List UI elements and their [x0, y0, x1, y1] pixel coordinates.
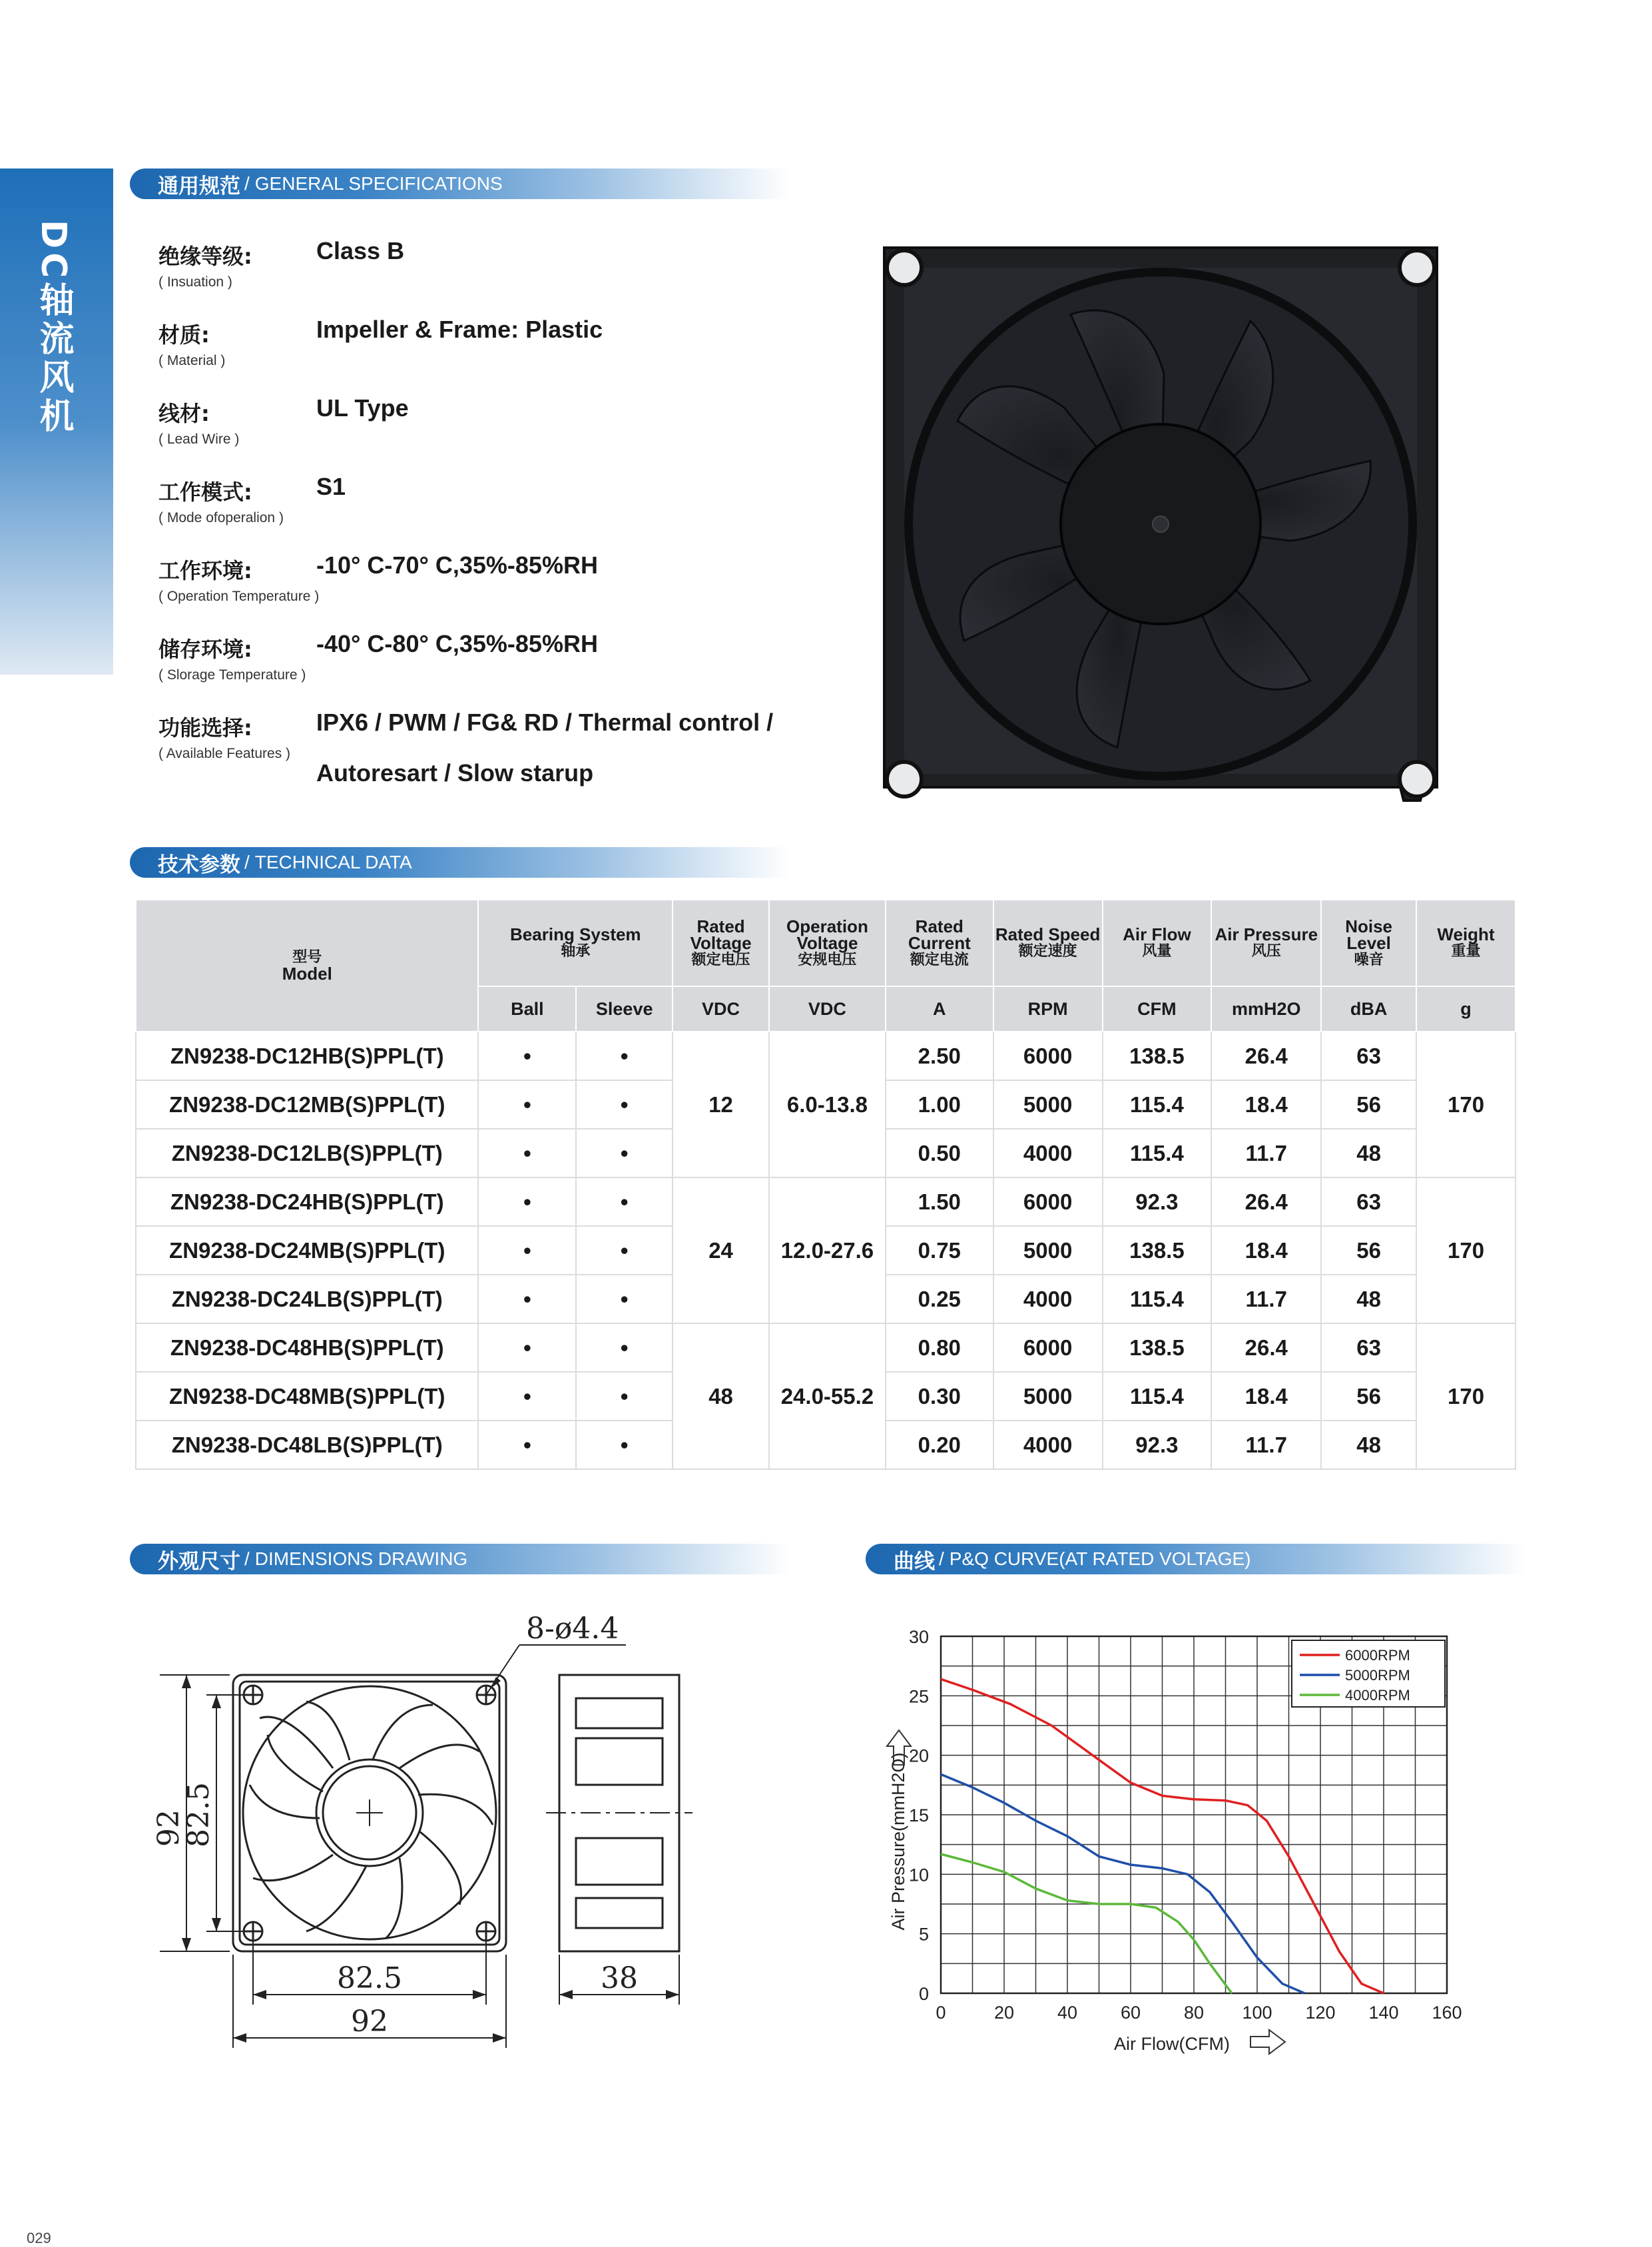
noise-cell: 63 [1321, 1323, 1416, 1372]
spec-label: 工作环境: [158, 558, 252, 583]
spec-value: IPX6 / PWM / FG& RD / Thermal control / [316, 709, 774, 736]
current-cell: 1.00 [886, 1080, 993, 1129]
column-header [993, 900, 1103, 986]
pressure-cell: 11.7 [1211, 1129, 1321, 1177]
ball-cell: • [478, 1129, 576, 1177]
airflow-cell: 115.4 [1103, 1372, 1212, 1421]
ball-cell: • [478, 1177, 576, 1226]
section-title-cn: 外观尺寸 [158, 1549, 240, 1574]
airflow-cell: 92.3 [1103, 1421, 1212, 1469]
x-tick-label: 0 [936, 2003, 946, 2023]
model-cell: ZN9238-DC24HB(S)PPL(T) [136, 1177, 478, 1226]
spec-label: 储存环境: [158, 637, 252, 662]
x-tick-label: 160 [1432, 2003, 1462, 2023]
spec-sublabel: ( Insuation ) [158, 274, 232, 290]
column-header-cn: 额定速度 [1018, 943, 1077, 960]
dimensions-drawing [120, 1605, 786, 2071]
spec-value: UL Type [316, 394, 409, 422]
weight-cell: 170 [1416, 1032, 1515, 1177]
unit-header: Ball [478, 986, 576, 1032]
technical-data-table [135, 899, 1516, 1470]
model-cell: ZN9238-DC24LB(S)PPL(T) [136, 1275, 478, 1323]
noise-cell: 48 [1321, 1129, 1416, 1177]
side-category-label: DC轴流风机 [33, 220, 73, 437]
column-header-cn: 重量 [1451, 943, 1481, 960]
current-cell: 2.50 [886, 1032, 993, 1080]
y-tick-label: 0 [918, 1984, 929, 2004]
column-header-en: Rated Speed [995, 924, 1101, 944]
current-cell: 0.20 [886, 1421, 993, 1469]
y-tick-label: 15 [908, 1805, 929, 1825]
arrow-right-icon [1250, 2030, 1285, 2054]
section-title-cn: 技术参数 [158, 852, 240, 877]
pressure-cell: 18.4 [1211, 1372, 1321, 1421]
height-inner-dimension: 82.5 [182, 1782, 216, 1847]
spec-label: 工作模式: [158, 480, 252, 505]
spec-label-block [158, 476, 284, 526]
table-row [136, 1323, 1515, 1372]
spec-value-continued: Autoresart / Slow starup [316, 759, 594, 787]
spec-sublabel: ( Material ) [158, 353, 226, 368]
current-cell: 1.50 [886, 1177, 993, 1226]
unit-header: mmH2O [1211, 986, 1321, 1032]
speed-cell: 4000 [993, 1421, 1103, 1469]
current-cell: 0.25 [886, 1275, 993, 1323]
spec-label-block [158, 397, 239, 448]
x-tick-label: 140 [1368, 2003, 1399, 2023]
model-cell: ZN9238-DC48MB(S)PPL(T) [136, 1372, 478, 1421]
y-tick-label: 5 [918, 1924, 929, 1945]
fan-photo [878, 241, 1444, 818]
noise-cell: 56 [1321, 1226, 1416, 1275]
x-tick-label: 100 [1242, 2003, 1272, 2023]
sleeve-cell: • [576, 1177, 673, 1226]
noise-cell: 63 [1321, 1177, 1416, 1226]
section-header-curve: 曲线 / P&Q CURVE(AT RATED VOLTAGE) [866, 1544, 1526, 1574]
spec-label-block [158, 318, 225, 369]
column-header-cn: 轴承 [561, 943, 591, 960]
model-header-cn: 型号 [292, 949, 322, 966]
section-title-en: P&Q CURVE(AT RATED VOLTAGE) [949, 1548, 1251, 1569]
noise-cell: 48 [1321, 1275, 1416, 1323]
rated-voltage-cell: 48 [673, 1323, 769, 1469]
section-title-cn: 曲线 [894, 1549, 935, 1574]
airflow-cell: 138.5 [1103, 1226, 1212, 1275]
table-row [136, 1177, 1515, 1226]
speed-cell: 5000 [993, 1226, 1103, 1275]
page-number: 029 [27, 2230, 51, 2246]
ball-cell: • [478, 1275, 576, 1323]
unit-header: A [886, 986, 993, 1032]
column-header-en: Rated Current [908, 916, 971, 953]
speed-cell: 4000 [993, 1129, 1103, 1177]
sleeve-cell: • [576, 1323, 673, 1372]
y-axis-label: Air Pressure(mmH2O) [888, 1752, 908, 1931]
spec-label-block [158, 633, 306, 683]
current-cell: 0.80 [886, 1323, 993, 1372]
model-cell: ZN9238-DC48LB(S)PPL(T) [136, 1421, 478, 1469]
y-tick-label: 30 [908, 1627, 929, 1647]
noise-cell: 56 [1321, 1080, 1416, 1129]
x-axis-label: Air Flow(CFM) [1114, 2034, 1230, 2054]
airflow-cell: 138.5 [1103, 1032, 1212, 1080]
column-header [1416, 900, 1515, 986]
ball-cell: • [478, 1372, 576, 1421]
operation-voltage-cell: 6.0-13.8 [769, 1032, 886, 1177]
operation-voltage-cell: 12.0-27.6 [769, 1177, 886, 1323]
model-header-en: Model [282, 964, 332, 984]
model-cell: ZN9238-DC12MB(S)PPL(T) [136, 1080, 478, 1129]
section-title-cn: 通用规范 [158, 174, 240, 198]
width-outer-dimension: 92 [351, 2005, 388, 2039]
section-title-en: DIMENSIONS DRAWING [254, 1548, 468, 1569]
legend-label: 5000RPM [1345, 1667, 1410, 1684]
pressure-cell: 18.4 [1211, 1080, 1321, 1129]
column-header [673, 900, 769, 986]
ball-cell: • [478, 1080, 576, 1129]
spec-value: Impeller & Frame: Plastic [316, 316, 603, 343]
legend-label: 4000RPM [1345, 1687, 1410, 1704]
current-cell: 0.30 [886, 1372, 993, 1421]
section-title-en: GENERAL SPECIFICATIONS [254, 173, 503, 194]
pressure-cell: 26.4 [1211, 1032, 1321, 1080]
model-cell: ZN9238-DC24MB(S)PPL(T) [136, 1226, 478, 1275]
sleeve-cell: • [576, 1275, 673, 1323]
column-header-en: Rated Voltage [690, 916, 752, 953]
spec-sublabel: ( Available Features ) [158, 746, 291, 761]
airflow-cell: 115.4 [1103, 1129, 1212, 1177]
sleeve-cell: • [576, 1372, 673, 1421]
pq-curve-chart [866, 1605, 1465, 2071]
noise-cell: 63 [1321, 1032, 1416, 1080]
noise-cell: 56 [1321, 1372, 1416, 1421]
spec-label-block [158, 554, 319, 605]
speed-cell: 6000 [993, 1323, 1103, 1372]
unit-header: RPM [993, 986, 1103, 1032]
noise-cell: 48 [1321, 1421, 1416, 1469]
x-tick-label: 120 [1305, 2003, 1336, 2023]
depth-dimension: 38 [601, 1961, 638, 1995]
current-cell: 0.50 [886, 1129, 993, 1177]
x-tick-label: 80 [1183, 2003, 1205, 2023]
spec-value: -40° C-80° C,35%-85%RH [316, 630, 598, 657]
ball-cell: • [478, 1323, 576, 1372]
spec-value: Class B [316, 237, 405, 264]
weight-cell: 170 [1416, 1323, 1515, 1469]
spec-label: 材质: [158, 322, 210, 348]
y-tick-label: 10 [908, 1865, 929, 1885]
column-header-cn: 噪音 [1354, 951, 1384, 968]
spec-sublabel: ( Lead Wire ) [158, 432, 240, 447]
column-header-cn: 额定电压 [691, 951, 750, 968]
column-header-en: Operation Voltage [786, 916, 868, 953]
holes-dimension: 8-ø4.4 [526, 1612, 619, 1646]
spec-value: S1 [316, 473, 346, 500]
x-tick-label: 20 [993, 2003, 1015, 2023]
current-cell: 0.75 [886, 1226, 993, 1275]
pressure-cell: 26.4 [1211, 1177, 1321, 1226]
airflow-cell: 115.4 [1103, 1080, 1212, 1129]
column-header-en: Air Flow [1123, 924, 1191, 944]
speed-cell: 5000 [993, 1372, 1103, 1421]
ball-cell: • [478, 1226, 576, 1275]
spec-label-block [158, 711, 290, 762]
weight-cell: 170 [1416, 1177, 1515, 1323]
sleeve-cell: • [576, 1032, 673, 1080]
pressure-cell: 11.7 [1211, 1275, 1321, 1323]
unit-header: g [1416, 986, 1515, 1032]
height-outer-dimension: 92 [152, 1809, 186, 1847]
unit-header: VDC [769, 986, 886, 1032]
sleeve-cell: • [576, 1129, 673, 1177]
airflow-cell: 115.4 [1103, 1275, 1212, 1323]
unit-header: CFM [1103, 986, 1212, 1032]
spec-value: -10° C-70° C,35%-85%RH [316, 551, 598, 579]
spec-sublabel: ( Slorage Temperature ) [158, 667, 306, 683]
column-header-en: Bearing System [510, 924, 641, 944]
airflow-cell: 138.5 [1103, 1323, 1212, 1372]
speed-cell: 6000 [993, 1177, 1103, 1226]
column-header [769, 900, 886, 986]
column-header [1103, 900, 1212, 986]
unit-header: Sleeve [576, 986, 673, 1032]
section-header-technical: 技术参数 / TECHNICAL DATA [130, 847, 790, 878]
pressure-cell: 11.7 [1211, 1421, 1321, 1469]
operation-voltage-cell: 24.0-55.2 [769, 1323, 886, 1469]
column-header-en: Air Pressure [1215, 924, 1318, 944]
table-row [136, 1032, 1515, 1080]
spec-label: 绝缘等级: [158, 244, 252, 269]
y-tick-label: 20 [908, 1746, 929, 1766]
column-header-en: Noise Level [1345, 916, 1393, 953]
x-tick-label: 60 [1120, 2003, 1141, 2023]
x-tick-label: 40 [1057, 2003, 1078, 2023]
spec-sublabel: ( Operation Temperature ) [158, 589, 320, 604]
column-header-en: Weight [1437, 924, 1495, 944]
spec-label: 线材: [158, 401, 210, 426]
model-cell: ZN9238-DC12HB(S)PPL(T) [136, 1032, 478, 1080]
ball-cell: • [478, 1421, 576, 1469]
y-tick-label: 25 [908, 1686, 929, 1707]
sleeve-cell: • [576, 1226, 673, 1275]
model-cell: ZN9238-DC12LB(S)PPL(T) [136, 1129, 478, 1177]
column-header-cn: 风量 [1142, 943, 1172, 960]
model-cell: ZN9238-DC48HB(S)PPL(T) [136, 1323, 478, 1372]
sleeve-cell: • [576, 1080, 673, 1129]
width-inner-dimension: 82.5 [337, 1961, 402, 1995]
section-header-general: 通用规范 / GENERAL SPECIFICATIONS [130, 168, 790, 199]
pressure-cell: 18.4 [1211, 1226, 1321, 1275]
column-header [886, 900, 993, 986]
column-header-cn: 安规电压 [798, 951, 857, 968]
spec-label: 功能选择: [158, 715, 252, 741]
column-header [478, 900, 673, 986]
airflow-cell: 92.3 [1103, 1177, 1212, 1226]
column-header-cn: 额定电流 [910, 951, 969, 968]
model-header [136, 900, 478, 1032]
unit-header: VDC [673, 986, 769, 1032]
column-header [1321, 900, 1416, 986]
speed-cell: 5000 [993, 1080, 1103, 1129]
legend-label: 6000RPM [1345, 1647, 1410, 1664]
spec-label-block [158, 240, 252, 290]
rated-voltage-cell: 24 [673, 1177, 769, 1323]
pressure-cell: 26.4 [1211, 1323, 1321, 1372]
ball-cell: • [478, 1032, 576, 1080]
sleeve-cell: • [576, 1421, 673, 1469]
speed-cell: 6000 [993, 1032, 1103, 1080]
spec-sublabel: ( Mode ofoperalion ) [158, 510, 284, 525]
speed-cell: 4000 [993, 1275, 1103, 1323]
section-title-en: TECHNICAL DATA [254, 852, 412, 872]
column-header-cn: 风压 [1251, 943, 1281, 960]
unit-header: dBA [1321, 986, 1416, 1032]
rated-voltage-cell: 12 [673, 1032, 769, 1177]
section-header-dimensions: 外观尺寸 / DIMENSIONS DRAWING [130, 1544, 790, 1574]
column-header [1211, 900, 1321, 986]
